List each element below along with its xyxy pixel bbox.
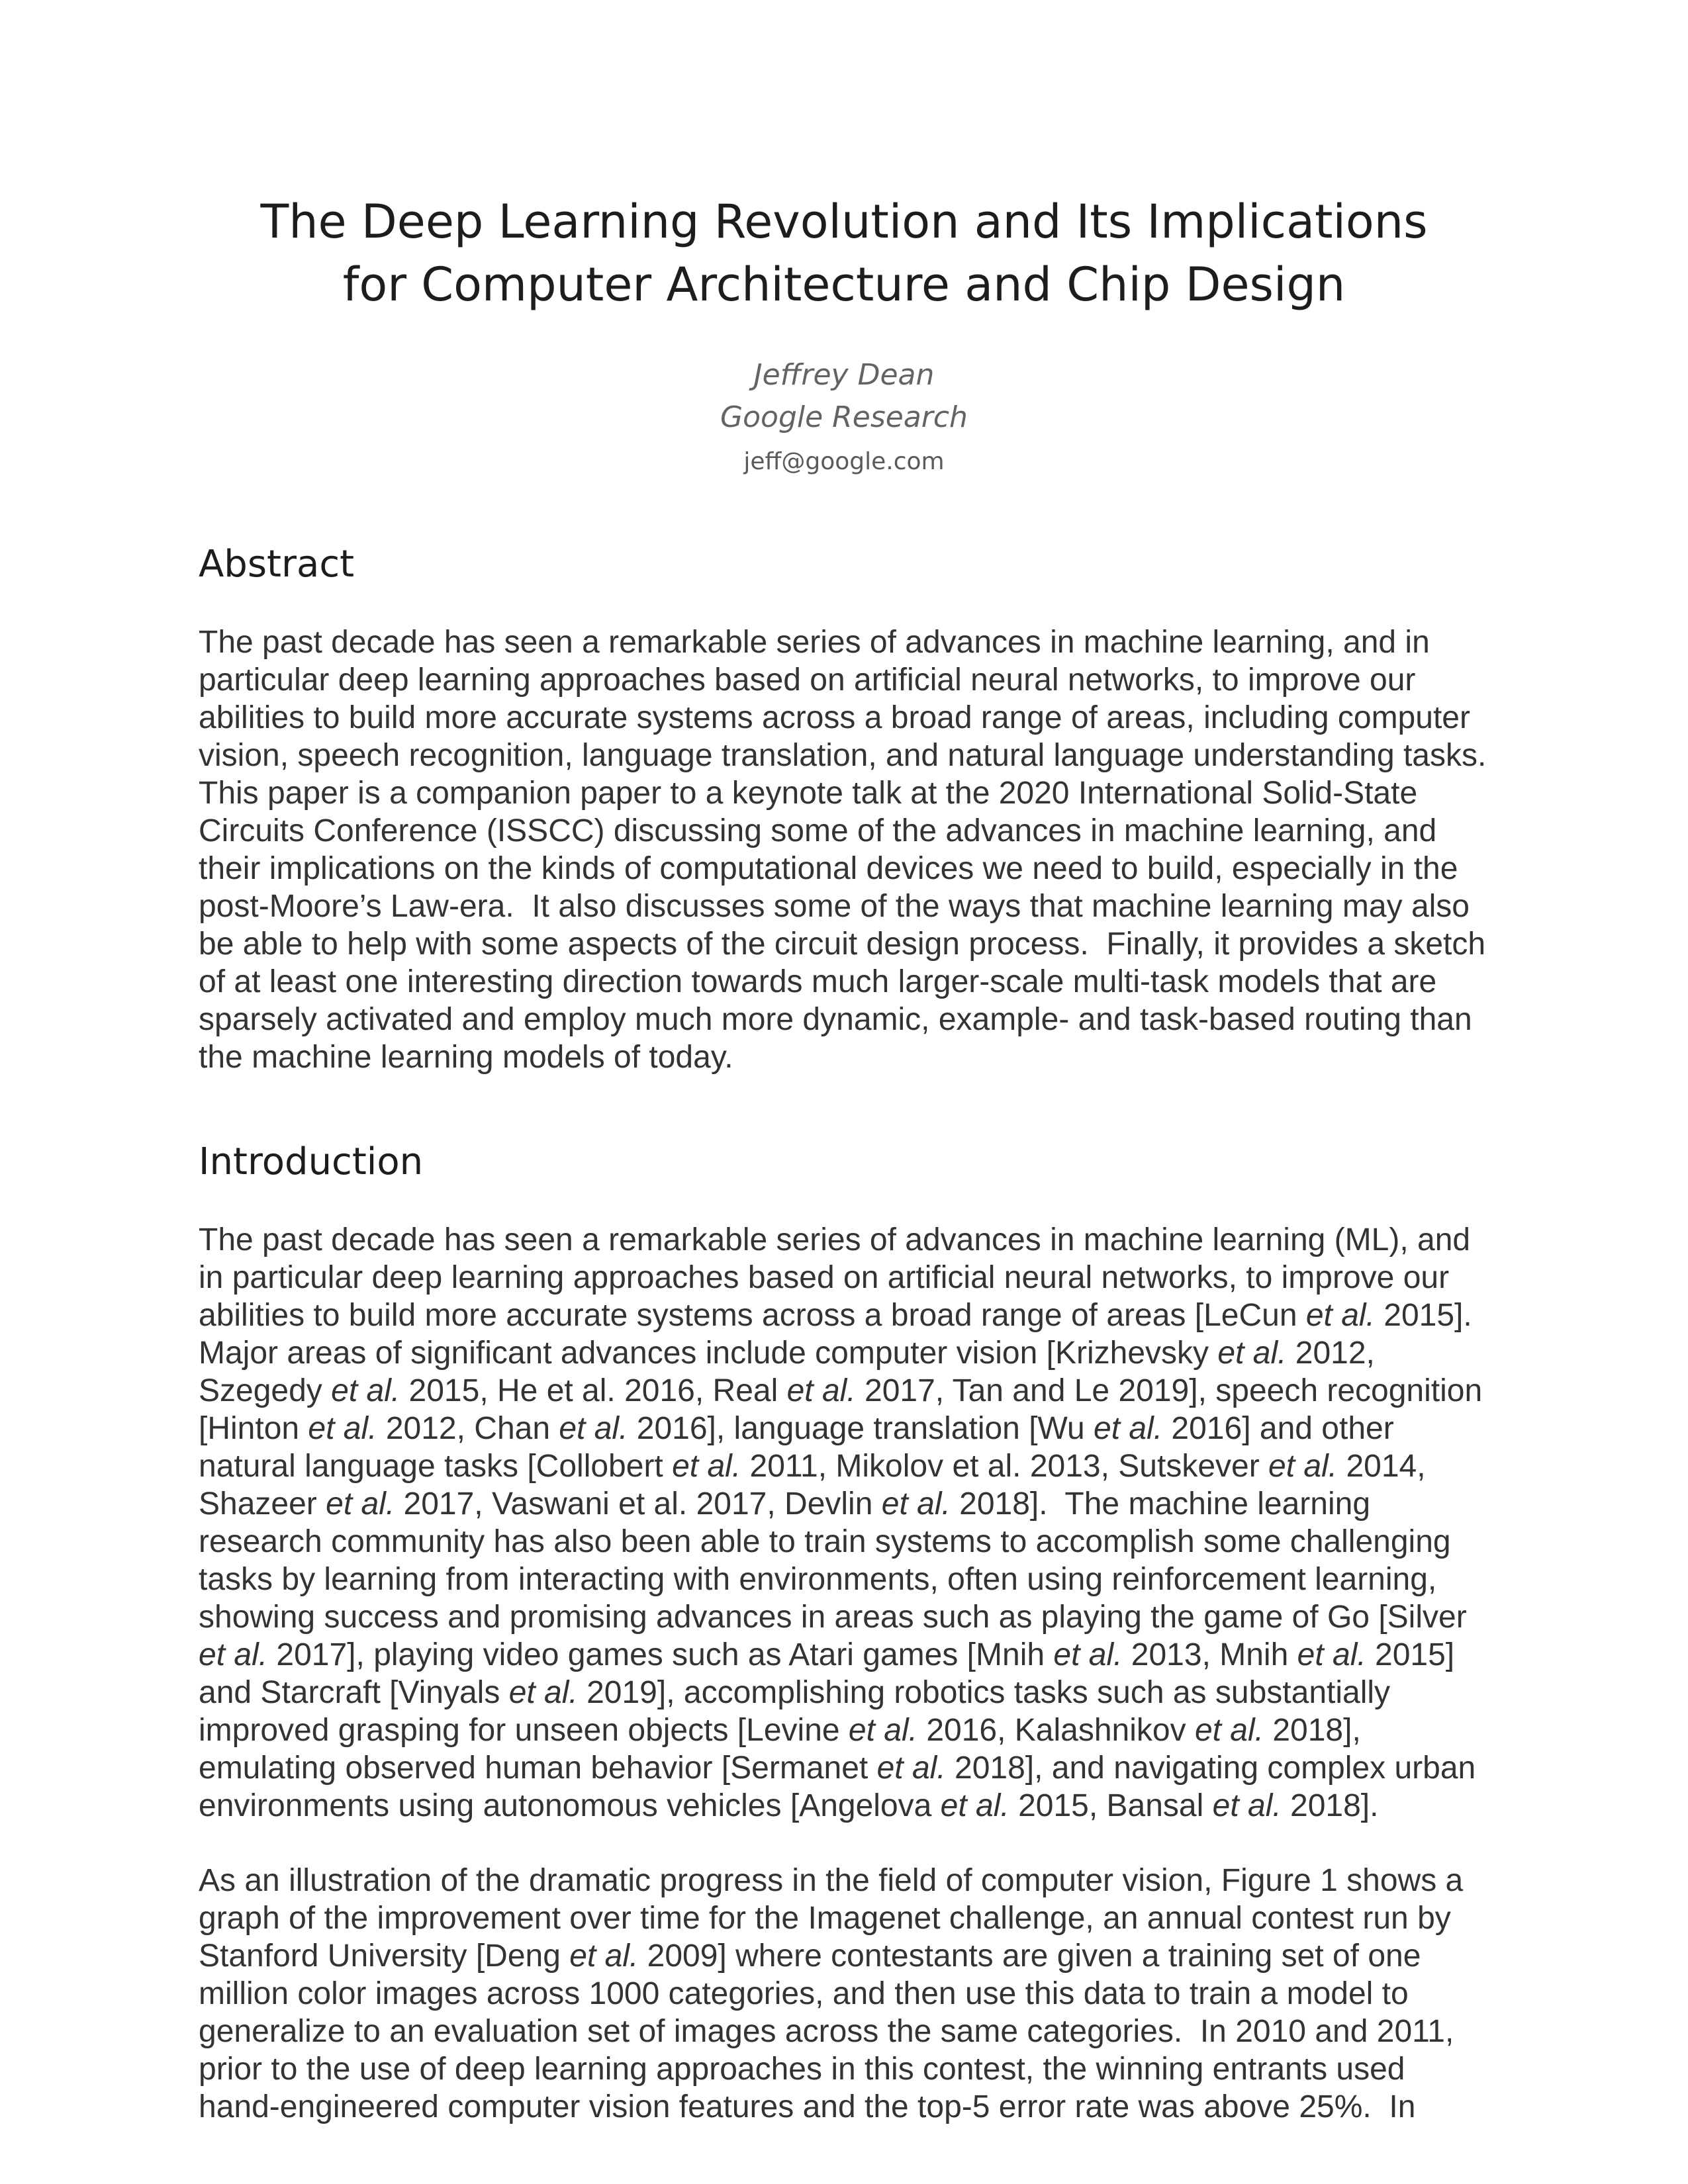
abstract-paragraph: The past decade has seen a remarkable series of advances in machine learning, and in particular deep learning approaches based on artificial neural networks, to improve our abilities to build more accurate systems across a broad range of areas, including computer vision, speech recognition, language translation, and natural language understanding tasks. This paper is a companion paper to a keynote talk at the 2020 International Solid-State Circuits Conference (ISSCC) discussing some of the advances in machine learning, and their implications on the kinds of computational devices we need to build, especially in the post-Moore’s Law-era. It also discusses some of the ways that machine learning may also be able to help with some aspects of the circuit design process. Finally, it provides a sketch of at least one interesting direction towards much larger-scale multi-task models that are sparsely activated and employ much more dynamic, example- and task-based routing than the machine learning models of today. xyxy=(199,625,1504,1075)
paper-title-line-2: for Computer Architecture and Chip Design xyxy=(342,257,1346,312)
section-heading-abstract: Abstract xyxy=(199,542,355,586)
author-name: Jeffrey Dean xyxy=(753,358,935,392)
paper-title xyxy=(199,191,1489,316)
introduction-paragraph-1: The past decade has seen a remarkable series of advances in machine learning (ML), and in particular deep learning approaches based on artificial neural networks, to improve our abilities to build more accurate systems across a broad range of areas [LeCun et al. 2015]. Major areas of significant advances include computer vision [Krizhevsky et al. 2012, Szegedy et al. 2015, He et al. 2016, Real et al. 2017, Tan and Le 2019], speech recognition [Hinton et al. 2012, Chan et al. 2016], language translation [Wu et al. 2016] and other natural language tasks [Collobert et al. 2011, Mikolov et al. 2013, Sutskever et al. 2014, Shazeer et al. 2017, Vaswani et al. 2017, Devlin et al. 2018]. The machine learning research community has also been able to train systems to accomplish some challenging tasks by learning from interacting with environments, often using reinforcement learning, showing success and promising advances in areas such as playing the game of Go [Silver et al. 2017], playing video games such as Atari games [Mnih et al. 2013, Mnih et al. 2015] and Starcraft [Vinyals et al. 2019], accomplishing robotics tasks such as substantially improved grasping for unseen objects [Levine et al. 2016, Kalashnikov et al. 2018], emulating observed human behavior [Sermanet et al. 2018], and navigating complex urban environments using autonomous vehicles [Angelova et al. 2015, Bansal et al. 2018]. xyxy=(199,1222,1491,1824)
author-block xyxy=(199,354,1489,478)
introduction-paragraph-2: As an illustration of the dramatic progress in the field of computer vision, Figure 1 shows a graph of the improvement over time for the Imagenet challenge, an annual contest run by Stanford University [Deng et al. 2009] where contestants are given a training set of one million color images across 1000 categories, and then use this data to train a model to generalize to an evaluation set of images across the same categories. In 2010 and 2011, prior to the use of deep learning approaches in this contest, the winning entrants used hand-engineered computer vision features and the top-5 error rate was above 25%. In xyxy=(199,1863,1472,2125)
author-email: jeff@google.com xyxy=(743,447,945,475)
section-heading-introduction: Introduction xyxy=(199,1140,424,1184)
paper-title-line-1: The Deep Learning Revolution and Its Implications xyxy=(260,195,1428,249)
author-affiliation: Google Research xyxy=(720,400,968,434)
